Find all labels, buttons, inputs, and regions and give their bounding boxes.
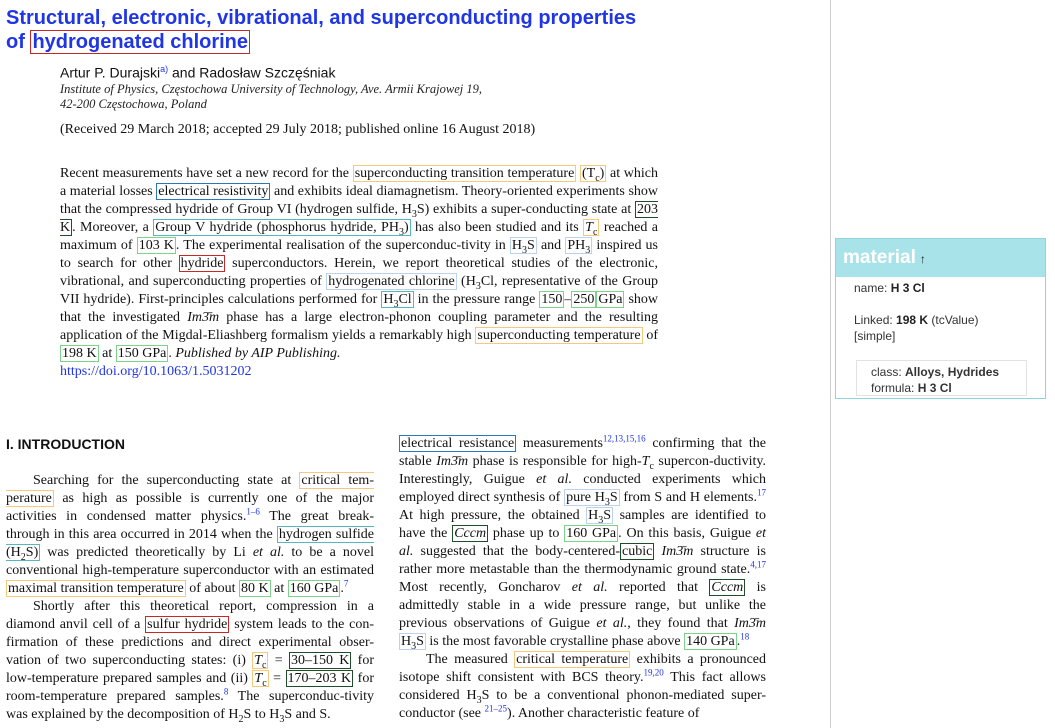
entity-cccm[interactable]: Cccm [711,580,744,595]
title-entity-highlight[interactable]: hydrogenated chlorine [32,31,249,53]
body-text: . On this basis, Guigue [618,526,756,541]
affiliation [60,82,482,112]
body-text: = [268,653,289,668]
abstract-text: of [642,328,658,343]
abstract-text: in the pressure range [413,292,540,307]
abstract-text: at [98,346,116,361]
body-text: at [270,581,288,596]
citation-ref[interactable]: 12,13,15,16 [602,433,646,444]
entity-tc-symbol[interactable] [580,165,606,182]
subscript: 3 [398,226,404,238]
author-footnote-mark[interactable]: a) [160,64,169,74]
body-text: of about [185,581,239,596]
h-text: H [511,238,523,253]
paragraph [6,598,374,724]
card-name-row [854,281,925,295]
paper-title [6,6,646,54]
body-text: for low-temperature prepared samples and (ii) [6,653,374,686]
entity-h3cl[interactable] [381,291,413,308]
body-text: , they found that [627,616,735,631]
entity-203k[interactable]: 203 K [60,202,658,235]
section-heading-introduction: I. INTRODUCTION [6,436,125,452]
pure-h-text: pure H [566,490,605,505]
abstract-text: inspired us to search for other [60,238,659,271]
body-text: for room-temperature prepared samples. [6,671,374,704]
subscript: c [261,659,267,671]
tc-symbol: T [254,671,263,686]
body-text: phase up to [488,526,565,541]
body-text: Searching for the superconducting state at [33,473,300,488]
citation-ref[interactable]: 17 [757,487,766,498]
tc-symbol: T [641,454,650,469]
entity-198k[interactable]: 198 K [62,346,97,361]
author-list [60,64,335,81]
body-text: exhibits a pronounced isotope shift consistent with BCS theory. [399,652,766,685]
subscript: c [649,460,654,472]
body-text: from S and H elements. [619,490,757,505]
abstract [60,165,658,381]
abstract-text: and exhibits ideal diamagnetism. Theory-oriented experiments show that the compressed hydride of Group VI (hydrogen sulfide, H [60,184,658,217]
abstract-text: at which a material losses [60,166,658,199]
h2s-close: S) [25,545,39,560]
entity-hydrogenated-chlorine[interactable]: hydrogenated chlorine [328,274,455,289]
formula-label: formula: [871,381,918,395]
entity-h3s[interactable] [399,633,426,650]
paragraph [399,435,766,651]
entity-annotation-card [835,238,1046,399]
entity-tc-ii[interactable] [252,670,268,687]
body-text [654,544,661,559]
formula-value: H 3 Cl [917,381,952,395]
name-value: H 3 Cl [890,281,925,295]
entity-sulfur-hydride[interactable]: sulfur hydride [147,617,228,632]
space-group: Im3̄m [187,310,220,325]
subscript: 3 [604,496,610,508]
publisher-note: Published by AIP Publishing. [175,346,341,361]
group-v-close: ) [403,220,409,235]
abstract-text: has also been studied and its [410,220,584,235]
body-text: The measured [426,652,515,667]
doi-link[interactable]: https://doi.org/10.1063/1.5031202 [60,364,252,379]
body-text: supercon-ductivity. Interestingly, Guigue [399,454,766,487]
abstract-text: superconductors. Herein, we report theoretical studies of the electronic, vibrational, and superconducting properties of [60,256,658,289]
tc-symbol: T [254,653,262,668]
abstract-text: phase has a large electron-phonon coupling parameter and the resulting application of the Migdal-Eliashberg formalism yields a remarkably high [60,310,658,343]
author-durajski: Artur P. Durajski [60,64,161,81]
entity-maximal-transition-temperature[interactable]: maximal transition temperature [8,581,184,596]
abstract-text: and [536,238,566,253]
entity-170-203k[interactable]: 170–203 K [287,671,352,686]
ph-text: PH [567,238,586,253]
body-text: S and S. [284,707,331,722]
s-text: S [527,238,535,253]
body-text: Most recently, Goncharov [399,580,572,595]
subscript: 3 [411,208,417,220]
abstract-text: . Moreover, a [72,220,154,235]
body-text: confirming that the stable [399,436,766,469]
tc-close: ) [599,166,605,181]
body-text: This fact allows considered H [399,670,766,703]
tc-open: (T [581,166,596,181]
body-text: to be a novel conventional high-temperature superconductor with an estimated [6,545,374,578]
h-text: H [588,508,599,523]
card-linked-type: [simple] [854,329,896,343]
s-text: S [609,490,618,505]
space-group: Im3̄m [661,544,694,559]
citation-ref[interactable]: 1–6 [246,506,260,517]
entity-electrical-resistivity[interactable]: electrical resistivity [158,184,269,199]
affiliation-line-2: 42-200 Częstochowa, Poland [60,97,207,111]
affiliation-line-1: Institute of Physics, Częstochowa University of Technology, Ave. Armii Krajowej 19, [60,82,482,96]
et-al: et al. [399,526,766,559]
body-text: The superconduc-tivity was explained by the decomposition of H [6,689,374,722]
citation-ref[interactable]: 7 [343,578,349,589]
entity-pure-h3s[interactable] [564,489,620,506]
abstract-text: reached a maximum of [60,220,658,253]
citation-ref[interactable]: 8 [223,686,229,697]
entity-superconducting-transition-temperature[interactable]: superconducting transition temperature [354,166,575,181]
body-text: The great break-through in this area occurred in 2014 when the [6,509,375,542]
arrow-up-icon[interactable]: ↑ [919,252,926,266]
cl-text: Cl [398,292,412,307]
body-text: measurements [516,436,603,451]
h-text: H [401,634,412,649]
entity-103k[interactable]: 103 K [138,238,174,253]
entity-tc-i[interactable] [252,652,268,669]
card-linked-row [854,313,979,327]
subscript: 3 [476,694,482,706]
s-text: S [603,508,612,523]
body-text: Shortly after this theoretical report, compression in a diamond anvil cell of a [6,599,374,632]
entity-cubic[interactable]: cubic [622,544,653,559]
space-group: Im3̄m [734,616,766,631]
entity-critical-temperature[interactable]: critical temperature [516,652,629,667]
subscript: 3 [585,244,591,256]
et-al: et al. [536,472,572,487]
entity-160gpa[interactable]: 160 GPa [566,526,617,541]
subscript: 2 [238,713,244,725]
entity-160gpa[interactable]: 160 GPa [289,581,339,596]
subscript: 2 [20,551,26,563]
entity-electrical-resistance[interactable]: electrical resistance [401,436,515,451]
entity-h3s[interactable] [510,237,537,254]
citation-ref[interactable]: 19,20 [643,667,664,678]
body-text: S to H [243,707,280,722]
body-text: S to be a conventional phonon-mediated super-conductor (see [399,688,766,721]
body-text: reported that [607,580,710,595]
subscript: c [592,226,598,238]
et-al: et al. [252,545,285,560]
entity-group-v-hydride[interactable] [153,219,410,236]
group-v-text: Group V hydride (phosphorus hydride, PH [155,220,399,235]
body-text: samples are identified to have the [399,508,766,541]
body-text: was predicted theoretically by Li [40,545,253,560]
body-text: is admittedly stable in a wide pressure range, but unlike the previous observations of Guigue [399,580,767,631]
linked-suffix: (tcValue) [928,313,979,327]
h2s-text: hydrogen sulfide (H [6,527,374,560]
s-text: S [416,634,424,649]
entity-cccm[interactable]: Cccm [454,526,487,541]
card-header [836,239,1045,277]
class-row [871,364,1026,380]
et-al: et al. [571,580,608,595]
author-and: and [168,64,200,81]
pane-divider[interactable] [830,0,831,728]
linked-value[interactable]: 198 K [896,313,929,327]
body-text: ). Another characteristic feature of [507,706,700,721]
paragraph [6,472,374,598]
author-szczesniak: Radosław Szczęśniak [199,64,336,81]
body-text: conducted experiments which employed direct synthesis of [399,472,766,505]
body-text: . [736,634,741,649]
subscript: 3 [598,514,604,526]
entity-h3s[interactable] [586,507,613,524]
entity-150[interactable]: 150 [541,292,563,307]
subscript: 3 [393,298,399,310]
entity-critical-temperature[interactable]: critical tem-perature [6,473,374,506]
body-text: phase is responsible for high- [468,454,642,469]
paragraph [399,651,766,723]
entity-150gpa[interactable]: 150 GPa [117,346,167,361]
entity-tc-2[interactable] [583,219,599,236]
abstract-text: . [168,346,176,361]
body-text: system leads to the con-firmation of these predictions and direct experimental obser-vation of two superconducting states: (i) [6,617,374,668]
abstract-text: – [564,292,572,307]
entity-30-150k[interactable]: 30–150 K [290,653,350,668]
h-text: H [383,292,394,307]
linked-label: Linked: [854,313,897,327]
entity-80k[interactable]: 80 K [240,581,269,596]
name-label: name: [854,281,891,295]
formula-row [871,380,1026,396]
subscript: 3 [522,244,528,256]
card-class-box [856,360,1027,396]
abstract-text: show that the investigated [60,292,658,325]
entity-hydride[interactable]: hydride [180,256,224,271]
subscript: 3 [475,280,481,292]
subscript: c [262,677,267,689]
abstract-text: Recent measurements have set a new record for the [60,166,353,181]
citation-ref[interactable]: 4,17 [750,559,766,570]
entity-250[interactable]: 250 [573,292,595,307]
subscript: 3 [279,713,285,725]
class-label: class: [871,365,906,379]
received-dates: (Received 29 March 2018; accepted 29 July 2018; published online 16 August 2018) [60,122,536,137]
abstract-text: (H [456,274,476,289]
body-text: . [340,581,344,596]
body-text: is the most favorable crystalline phase above [425,634,685,649]
citation-ref[interactable]: 21–25 [484,703,508,714]
card-title: material [843,247,916,268]
body-text: At high pressure, the obtained [399,508,587,523]
entity-superconducting-temperature[interactable]: superconducting temperature [477,328,641,343]
entity-ph3[interactable] [565,237,592,254]
subscript: 3 [411,640,417,652]
abstract-text: S) exhibits a super-conducting state at [416,202,635,217]
class-value: Alloys, Hydrides [905,365,1000,379]
abstract-text: . The experimental realisation of the superconduc-tivity in [175,238,510,253]
body-text: suggested that the body-centered- [413,544,621,559]
abstract-text: Cl, representative of the Group VII hydride). First-principles calculations performed for [60,274,658,307]
right-column [399,435,766,723]
et-al: et al. [596,616,628,631]
tc-sub: c [595,172,600,184]
body-text: = [268,671,286,686]
entity-140gpa[interactable]: 140 GPa [686,634,735,649]
tc-symbol: T [585,220,593,235]
citation-ref[interactable]: 18 [740,631,750,642]
space-group: Im3̄m [436,454,469,469]
body-text: as high as possible is currently one of the major activities in condensed matter physics. [6,491,374,524]
title-text: Structural, electronic, vibrational, and superconducting properties of [6,7,637,53]
left-column [6,472,374,724]
entity-gpa[interactable]: GPa [598,292,623,307]
body-text: structure is rather more metastable than the thermodynamic ground state. [399,544,766,577]
